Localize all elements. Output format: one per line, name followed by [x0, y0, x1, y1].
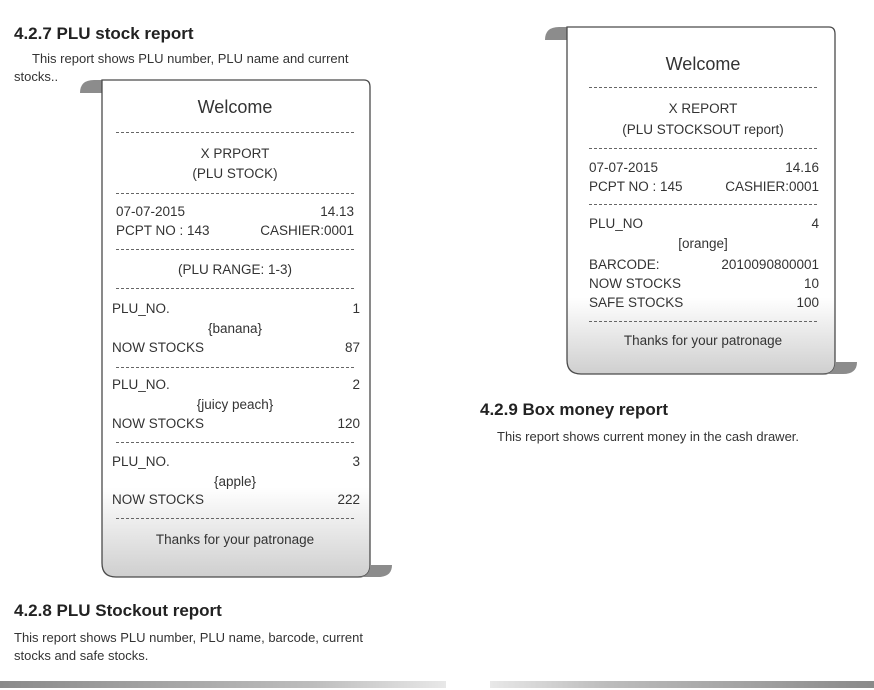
plu-number: 1 [352, 301, 360, 316]
report-name: (PLU STOCKSOUT report) [622, 122, 784, 137]
date-time-row [116, 202, 354, 221]
plu-label: PLU_NO. [112, 377, 170, 392]
plu-number: 3 [352, 454, 360, 469]
receipt-plu-stock [78, 77, 394, 581]
report-date: 07-07-2015 [116, 204, 186, 219]
plu-name: [orange] [678, 236, 728, 251]
receipt-welcome: Welcome [665, 54, 741, 74]
safe-stocks-value: 100 [796, 295, 819, 310]
dashed-divider [116, 288, 354, 289]
plu-number: 2 [352, 377, 360, 392]
dashed-divider [116, 367, 354, 368]
footer-bar-right [490, 681, 874, 688]
cashier-id: CASHIER:0001 [725, 179, 819, 194]
now-stocks-row [112, 490, 360, 509]
report-date: 07-07-2015 [589, 160, 659, 175]
dashed-divider [589, 321, 817, 322]
section-desc-plu-stockout-line2: stocks and safe stocks. [14, 648, 149, 663]
plu-number-row [112, 299, 360, 318]
plu-name: {banana} [207, 321, 263, 336]
section-desc-box-money: This report shows current money in the cash drawer. [497, 429, 800, 444]
safe-stocks-label: SAFE STOCKS [589, 295, 684, 310]
now-stocks-label: NOW STOCKS [112, 492, 205, 507]
now-stocks-row [112, 414, 360, 433]
dashed-divider [116, 518, 354, 519]
cashier-id: CASHIER:0001 [260, 223, 354, 238]
report-type: X REPORT [668, 101, 738, 116]
dashed-divider [589, 148, 817, 149]
dashed-divider [589, 87, 817, 88]
now-stocks-row [589, 274, 819, 293]
dashed-divider [589, 204, 817, 205]
section-heading-box-money-report: 4.2.9 Box money report [480, 400, 669, 419]
now-stocks-label: NOW STOCKS [112, 416, 205, 431]
section-desc-plu-stock-line2: stocks.. [14, 69, 59, 84]
barcode-row [589, 255, 819, 274]
report-type: X PRPORT [200, 146, 270, 161]
plu-name: {apple} [213, 474, 257, 489]
section-heading-plu-stock-report: 4.2.7 PLU stock report [14, 24, 194, 43]
plu-name: {juicy peach} [196, 397, 274, 412]
now-stocks-value: 222 [337, 492, 360, 507]
now-stocks-value: 120 [337, 416, 360, 431]
barcode-label: BARCODE: [589, 257, 660, 272]
now-stocks-label: NOW STOCKS [112, 340, 205, 355]
now-stocks-value: 87 [344, 340, 360, 355]
now-stocks-row [112, 338, 360, 357]
report-time: 14.16 [785, 160, 819, 175]
report-name: (PLU STOCK) [192, 166, 278, 181]
date-time-row [589, 158, 819, 177]
plu-label: PLU_NO [589, 216, 644, 231]
dashed-divider [116, 249, 354, 250]
receipt-welcome: Welcome [197, 97, 273, 117]
thanks-message: Thanks for your patronage [623, 333, 783, 348]
dashed-divider [116, 193, 354, 194]
barcode-value: 2010090800001 [721, 257, 819, 272]
plu-range: (PLU RANGE: 1-3) [177, 262, 293, 277]
pcpt-number: PCPT NO : 143 [116, 223, 210, 238]
section-heading-plu-stockout-report: 4.2.8 PLU Stockout report [14, 601, 222, 620]
plu-number-row [112, 452, 360, 471]
footer-bar-left [0, 681, 446, 688]
section-desc-plu-stockout-line1: This report shows PLU number, PLU name, barcode, current [14, 630, 363, 645]
report-time: 14.13 [320, 204, 354, 219]
plu-number-row [589, 214, 819, 233]
safe-stocks-row [589, 293, 819, 312]
thanks-message: Thanks for your patronage [155, 532, 315, 547]
pcpt-cashier-row [116, 221, 354, 240]
receipt-plu-stockout-content [589, 24, 817, 378]
pcpt-number: PCPT NO : 145 [589, 179, 683, 194]
section-desc-plu-stock-line1: This report shows PLU number, PLU name and current [32, 51, 349, 66]
plu-label: PLU_NO. [112, 301, 170, 316]
dashed-divider [116, 442, 354, 443]
dashed-divider [116, 132, 354, 133]
now-stocks-value: 10 [803, 276, 819, 291]
now-stocks-label: NOW STOCKS [589, 276, 682, 291]
plu-number-row [112, 375, 360, 394]
pcpt-cashier-row [589, 177, 819, 196]
plu-label: PLU_NO. [112, 454, 170, 469]
plu-number: 4 [811, 216, 819, 231]
receipt-plu-stock-content [112, 77, 360, 581]
receipt-plu-stockout [543, 24, 859, 378]
